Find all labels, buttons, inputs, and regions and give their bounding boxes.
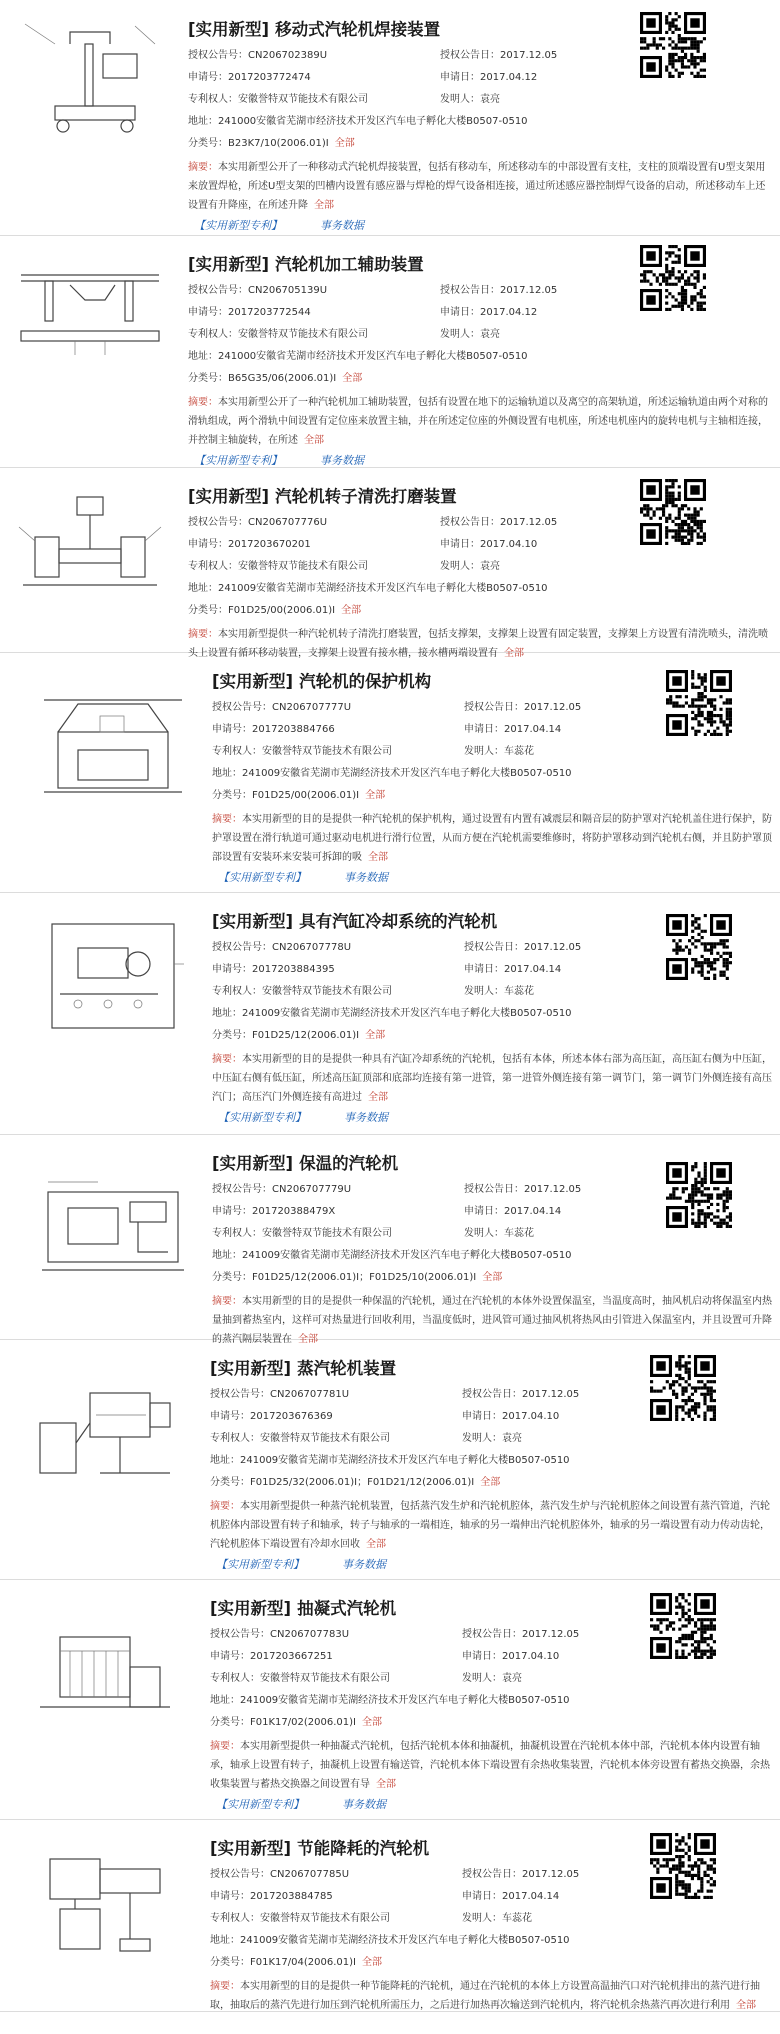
transaction-data-link[interactable]: 事务数据 bbox=[320, 454, 364, 467]
patent-entry bbox=[0, 892, 780, 1135]
utility-model-link[interactable]: 【实用新型专利】 bbox=[218, 871, 306, 884]
inventor-field: 发明人：袁亮 bbox=[440, 561, 500, 572]
qr-code-icon bbox=[650, 1833, 716, 1899]
pub-date-field: 授权公告日：2017.12.05 bbox=[464, 702, 582, 713]
app-no-field: 申请号：2017203772474 bbox=[188, 72, 311, 83]
pub-date-field: 授权公告日：2017.12.05 bbox=[440, 285, 558, 296]
patent-drawing-image[interactable] bbox=[38, 914, 188, 1039]
ipc-field: 分类号：F01D25/32(2006.01)I；F01D21/12(2006.01)I 全部 bbox=[210, 1477, 501, 1488]
address-field: 地址：241009安徽省芜湖市芜湖经济技术开发区汽车电子孵化大楼B0507-0510 bbox=[210, 1935, 570, 1946]
owner-field: 专利权人：安徽誉特双节能技术有限公司 bbox=[210, 1433, 390, 1444]
abstract-more-link[interactable]: 全部 bbox=[368, 852, 388, 863]
pub-no-field: 授权公告号：CN206707781U bbox=[210, 1389, 350, 1400]
show-all-link[interactable]: 全部 bbox=[342, 373, 363, 384]
address-field: 地址：241009安徽省芜湖市芜湖经济技术开发区汽车电子孵化大楼B0507-0510 bbox=[210, 1455, 570, 1466]
pub-date-field: 授权公告日：2017.12.05 bbox=[462, 1869, 580, 1880]
show-all-link[interactable]: 全部 bbox=[365, 790, 386, 801]
app-date-field: 申请日：2017.04.14 bbox=[464, 1206, 562, 1217]
abstract-text: 摘要：本实用新型的目的是提供一种具有汽缸冷却系统的汽轮机，包括有本体，所述本体右部为高压缸，高压缸右侧为中压缸，中压缸右侧有低压缸，所述高压缸顶部和底部均连接有第一进管，第一进管外侧连接有第一调节门，第一调节门外侧连接有高压汽门；高压汽门外侧连接有高进过 全部 bbox=[212, 1054, 772, 1103]
ipc-field: 分类号：F01D25/12(2006.01)I；F01D25/10(2006.01)I 全部 bbox=[212, 1272, 503, 1283]
patent-type-tag: [实用新型] bbox=[188, 487, 270, 506]
patent-type-tag: [实用新型] bbox=[188, 255, 270, 274]
address-field: 地址：241009安徽省芜湖市芜湖经济技术开发区汽车电子孵化大楼B0507-0510 bbox=[188, 583, 548, 594]
utility-model-link[interactable]: 【实用新型专利】 bbox=[216, 1798, 304, 1811]
app-date-field: 申请日：2017.04.12 bbox=[440, 307, 538, 318]
app-date-field: 申请日：2017.04.10 bbox=[440, 539, 538, 550]
abstract-more-link[interactable]: 全部 bbox=[298, 1334, 318, 1345]
app-date-field: 申请日：2017.04.14 bbox=[464, 724, 562, 735]
owner-field: 专利权人：安徽誉特双节能技术有限公司 bbox=[212, 1228, 392, 1239]
patent-drawing-image[interactable] bbox=[15, 477, 165, 602]
transaction-data-link[interactable]: 事务数据 bbox=[344, 871, 388, 884]
patent-drawing-image[interactable] bbox=[38, 680, 188, 805]
inventor-field: 发明人：袁亮 bbox=[462, 1433, 522, 1444]
inventor-field: 发明人：袁亮 bbox=[462, 1673, 522, 1684]
qr-code-icon bbox=[650, 1355, 716, 1421]
abstract-more-link[interactable]: 全部 bbox=[504, 648, 524, 659]
abstract-text: 摘要：本实用新型提供一种抽凝式汽轮机，包括汽轮机本体和抽凝机，抽凝机设置在汽轮机本体中部，汽轮机本体内设置有轴承，轴承上设置有转子，抽凝机上设置有输送管，汽轮机本体下端设置有余热收集装置，汽轮机本体旁设置有蓄热交换器，余热收集装置与蓄热交换器之间设置有导 全部 bbox=[210, 1741, 770, 1790]
patent-title-text[interactable]: 移动式汽轮机焊接装置 bbox=[275, 20, 441, 39]
show-all-link[interactable]: 全部 bbox=[361, 1957, 382, 1968]
app-no-field: 申请号：2017203667251 bbox=[210, 1651, 333, 1662]
abstract-more-link[interactable]: 全部 bbox=[314, 200, 334, 211]
patent-title-text[interactable]: 汽轮机转子清洗打磨装置 bbox=[275, 487, 457, 506]
patent-type-tag: [实用新型] bbox=[210, 1839, 292, 1858]
patent-type-tag: [实用新型] bbox=[188, 20, 270, 39]
inventor-field: 发明人：车蕊花 bbox=[464, 746, 534, 757]
qr-code-icon bbox=[640, 245, 706, 311]
patent-drawing-image[interactable] bbox=[30, 1839, 180, 1964]
ipc-field: 分类号：F01K17/04(2006.01)I 全部 bbox=[210, 1957, 382, 1968]
patent-type-tag: [实用新型] bbox=[212, 912, 294, 931]
app-date-field: 申请日：2017.04.12 bbox=[440, 72, 538, 83]
patent-entry bbox=[0, 1579, 780, 1820]
owner-field: 专利权人：安徽誉特双节能技术有限公司 bbox=[212, 986, 392, 997]
abstract-text: 摘要：本实用新型的目的是提供一种节能降耗的汽轮机，通过在汽轮机的本体上方设置高温抽汽口对汽轮机排出的蒸汽进行抽取，抽取后的蒸汽先进行加压到汽轮机所需压力，之后进行加热再次输送到汽轮机内，将汽轮机余热蒸汽再次进行利用 全部 bbox=[210, 1981, 760, 2011]
entry-links bbox=[194, 452, 364, 468]
patent-entry bbox=[0, 0, 780, 236]
abstract-more-link[interactable]: 全部 bbox=[368, 1092, 388, 1103]
pub-date-field: 授权公告日：2017.12.05 bbox=[464, 942, 582, 953]
utility-model-link[interactable]: 【实用新型专利】 bbox=[194, 219, 282, 232]
entry-links bbox=[216, 1796, 386, 1812]
patent-title-text[interactable]: 蒸汽轮机装置 bbox=[297, 1359, 397, 1378]
pub-date-field: 授权公告日：2017.12.05 bbox=[462, 1389, 580, 1400]
patent-title[interactable] bbox=[188, 483, 457, 507]
patent-title-text[interactable]: 抽凝式汽轮机 bbox=[297, 1599, 397, 1618]
owner-field: 专利权人：安徽誉特双节能技术有限公司 bbox=[210, 1673, 390, 1684]
entry-links bbox=[218, 1109, 388, 1125]
pub-no-field: 授权公告号：CN206705139U bbox=[188, 285, 328, 296]
patent-title-text[interactable]: 汽轮机的保护机构 bbox=[299, 672, 432, 691]
address-field: 地址：241009安徽省芜湖市芜湖经济技术开发区汽车电子孵化大楼B0507-0510 bbox=[212, 1250, 572, 1261]
inventor-field: 发明人：袁亮 bbox=[440, 329, 500, 340]
transaction-data-link[interactable]: 事务数据 bbox=[342, 1558, 386, 1571]
pub-date-field: 授权公告日：2017.12.05 bbox=[440, 517, 558, 528]
owner-field: 专利权人：安徽誉特双节能技术有限公司 bbox=[212, 746, 392, 757]
app-date-field: 申请日：2017.04.10 bbox=[462, 1651, 560, 1662]
inventor-field: 发明人：车蕊花 bbox=[464, 1228, 534, 1239]
transaction-data-link[interactable]: 事务数据 bbox=[344, 1111, 388, 1124]
qr-code-icon bbox=[640, 12, 706, 78]
qr-code-icon bbox=[640, 479, 706, 545]
app-no-field: 申请号：2017203884785 bbox=[210, 1891, 333, 1902]
inventor-field: 发明人：车蕊花 bbox=[464, 986, 534, 997]
pub-no-field: 授权公告号：CN206707783U bbox=[210, 1629, 350, 1640]
utility-model-link[interactable]: 【实用新型专利】 bbox=[194, 454, 282, 467]
app-date-field: 申请日：2017.04.14 bbox=[464, 964, 562, 975]
patent-title-text[interactable]: 节能降耗的汽轮机 bbox=[297, 1839, 430, 1858]
address-field: 地址：241000安徽省芜湖市经济技术开发区汽车电子孵化大楼B0507-0510 bbox=[188, 116, 528, 127]
patent-type-tag: [实用新型] bbox=[212, 1154, 294, 1173]
address-field: 地址：241000安徽省芜湖市经济技术开发区汽车电子孵化大楼B0507-0510 bbox=[188, 351, 528, 362]
app-no-field: 申请号：201720388479X bbox=[212, 1206, 336, 1217]
pub-no-field: 授权公告号：CN206707785U bbox=[210, 1869, 350, 1880]
patent-entry bbox=[0, 235, 780, 468]
patent-title[interactable] bbox=[188, 16, 440, 40]
ipc-field: 分类号：B65G35/06(2006.01)I 全部 bbox=[188, 373, 363, 384]
patent-title[interactable] bbox=[210, 1595, 396, 1619]
app-date-field: 申请日：2017.04.10 bbox=[462, 1411, 560, 1422]
patent-entry bbox=[0, 1819, 780, 2012]
owner-field: 专利权人：安徽誉特双节能技术有限公司 bbox=[188, 561, 368, 572]
show-all-link[interactable]: 全部 bbox=[361, 1717, 382, 1728]
patent-title-text[interactable]: 保温的汽轮机 bbox=[299, 1154, 399, 1173]
ipc-field: 分类号：F01D25/00(2006.01)I 全部 bbox=[212, 790, 386, 801]
show-all-link[interactable]: 全部 bbox=[341, 605, 362, 616]
address-field: 地址：241009安徽省芜湖市芜湖经济技术开发区汽车电子孵化大楼B0507-0510 bbox=[212, 768, 572, 779]
patent-title[interactable] bbox=[212, 1150, 398, 1174]
patent-title[interactable] bbox=[188, 251, 424, 275]
pub-no-field: 授权公告号：CN206707777U bbox=[212, 702, 352, 713]
owner-field: 专利权人：安徽誉特双节能技术有限公司 bbox=[188, 94, 368, 105]
entry-links bbox=[218, 869, 388, 885]
patent-drawing-image[interactable] bbox=[15, 14, 165, 139]
ipc-field: 分类号：B23K7/10(2006.01)I 全部 bbox=[188, 138, 355, 149]
pub-no-field: 授权公告号：CN206707779U bbox=[212, 1184, 352, 1195]
show-all-link[interactable]: 全部 bbox=[482, 1272, 503, 1283]
abstract-text: 摘要：本实用新型公开了一种汽轮机加工辅助装置，包括有设置在地下的运输轨道以及离空的高架轨道，所述运输轨道由两个对称的滑轨组成，两个滑轨中间设置有定位座来放置主轴，并在所述定位座的外侧设置有电机座，所述电机座内的旋转电机与主轴相连接，并控制主轴旋转，在所述 全部 bbox=[188, 397, 768, 446]
owner-field: 专利权人：安徽誉特双节能技术有限公司 bbox=[188, 329, 368, 340]
abstract-text: 摘要：本实用新型的目的是提供一种汽轮机的保护机构，通过设置有内置有减震层和隔音层的防护罩对汽轮机盖住进行保护，防护罩设置在滑行轨道可通过驱动电机进行滑行位置，从而方便在汽轮机需要维修时，将防护罩移动到汽轮机右侧，并且防护罩顶部设置有安装环来安装可拆卸的吸 全部 bbox=[212, 814, 772, 863]
app-date-field: 申请日：2017.04.14 bbox=[462, 1891, 560, 1902]
abstract-more-link[interactable]: 全部 bbox=[304, 435, 324, 446]
pub-no-field: 授权公告号：CN206707776U bbox=[188, 517, 328, 528]
patent-drawing-image[interactable] bbox=[30, 1607, 180, 1732]
pub-date-field: 授权公告日：2017.12.05 bbox=[464, 1184, 582, 1195]
inventor-field: 发明人：车蕊花 bbox=[462, 1913, 532, 1924]
patent-entry bbox=[0, 1339, 780, 1580]
qr-code-icon bbox=[666, 670, 732, 736]
abstract-text: 摘要：本实用新型公开了一种移动式汽轮机焊接装置，包括有移动车，所述移动车的中部设置有支柱，支柱的顶端设置有U型支架用来放置焊枪，所述U型支架的凹槽内设置有感应器与焊枪的焊气设备相连接，通过所述感应器控制焊气设备的启动，所述移动车上还设置有升降座，在所述升降 全部 bbox=[188, 162, 766, 211]
qr-code-icon bbox=[650, 1593, 716, 1659]
patent-title[interactable] bbox=[210, 1835, 429, 1859]
app-no-field: 申请号：2017203884766 bbox=[212, 724, 335, 735]
ipc-field: 分类号：F01D25/00(2006.01)I 全部 bbox=[188, 605, 362, 616]
pub-no-field: 授权公告号：CN206702389U bbox=[188, 50, 328, 61]
transaction-data-link[interactable]: 事务数据 bbox=[342, 1798, 386, 1811]
patent-drawing-image[interactable] bbox=[30, 1363, 180, 1488]
patent-title[interactable] bbox=[210, 1355, 396, 1379]
patent-entry bbox=[0, 1134, 780, 1345]
patent-title-text[interactable]: 具有汽缸冷却系统的汽轮机 bbox=[299, 912, 498, 931]
owner-field: 专利权人：安徽誉特双节能技术有限公司 bbox=[210, 1913, 390, 1924]
utility-model-link[interactable]: 【实用新型专利】 bbox=[218, 1111, 306, 1124]
inventor-field: 发明人：袁亮 bbox=[440, 94, 500, 105]
patent-type-tag: [实用新型] bbox=[210, 1359, 292, 1378]
entry-links bbox=[194, 217, 364, 233]
address-field: 地址：241009安徽省芜湖市芜湖经济技术开发区汽车电子孵化大楼B0507-0510 bbox=[210, 1695, 570, 1706]
app-no-field: 申请号：2017203772544 bbox=[188, 307, 311, 318]
patent-entry bbox=[0, 652, 780, 893]
transaction-data-link[interactable]: 事务数据 bbox=[320, 219, 364, 232]
patent-drawing-image[interactable] bbox=[38, 1162, 188, 1287]
patent-title-text[interactable]: 汽轮机加工辅助装置 bbox=[275, 255, 424, 274]
patent-title[interactable] bbox=[212, 908, 497, 932]
patent-type-tag: [实用新型] bbox=[210, 1599, 292, 1618]
abstract-text: 摘要：本实用新型提供一种蒸汽轮机装置，包括蒸汽发生炉和汽轮机腔体，蒸汽发生炉与汽轮机腔体之间设置有蒸汽管道，汽轮机腔体内部设置有转子和轴承，转子与轴承的一端相连，轴承的另一端伸出汽轮机腔体外，轴承的另一端设置有动力传动齿轮，汽轮机腔体下端设置有冷却水回收 全部 bbox=[210, 1501, 770, 1550]
abstract-text: 摘要：本实用新型提供一种汽轮机转子清洗打磨装置，包括支撑架，支撑架上设置有固定装置，支撑架上方设置有清洗喷头，清洗喷头上设置有循环移动装置，支撑架上设置有接水槽，接水槽两端设置有 全部 bbox=[188, 629, 768, 659]
show-all-link[interactable]: 全部 bbox=[365, 1030, 386, 1041]
ipc-field: 分类号：F01K17/02(2006.01)I 全部 bbox=[210, 1717, 382, 1728]
abstract-more-link[interactable]: 全部 bbox=[376, 1779, 396, 1790]
address-field: 地址：241009安徽省芜湖市芜湖经济技术开发区汽车电子孵化大楼B0507-0510 bbox=[212, 1008, 572, 1019]
app-no-field: 申请号：2017203676369 bbox=[210, 1411, 333, 1422]
qr-code-icon bbox=[666, 1162, 732, 1228]
ipc-field: 分类号：F01D25/12(2006.01)I 全部 bbox=[212, 1030, 386, 1041]
show-all-link[interactable]: 全部 bbox=[480, 1477, 501, 1488]
patent-drawing-image[interactable] bbox=[15, 245, 165, 370]
patent-title[interactable] bbox=[212, 668, 431, 692]
show-all-link[interactable]: 全部 bbox=[334, 138, 355, 149]
abstract-more-link[interactable]: 全部 bbox=[736, 2000, 756, 2011]
pub-date-field: 授权公告日：2017.12.05 bbox=[440, 50, 558, 61]
patent-entry bbox=[0, 467, 780, 659]
qr-code-icon bbox=[666, 914, 732, 980]
abstract-text: 摘要：本实用新型的目的是提供一种保温的汽轮机，通过在汽轮机的本体外设置保温室，当温度高时，抽风机启动将保温室内热量抽到蓄热室内，这样可对热量进行回收利用，当温度低时，进风管可通过抽风机将热风由引管进入保温室内，并且设置可升降的蒸汽隔层装置在 全部 bbox=[212, 1296, 772, 1345]
patent-type-tag: [实用新型] bbox=[212, 672, 294, 691]
app-no-field: 申请号：2017203670201 bbox=[188, 539, 311, 550]
pub-date-field: 授权公告日：2017.12.05 bbox=[462, 1629, 580, 1640]
entry-links bbox=[216, 1556, 386, 1572]
pub-no-field: 授权公告号：CN206707778U bbox=[212, 942, 352, 953]
app-no-field: 申请号：2017203884395 bbox=[212, 964, 335, 975]
utility-model-link[interactable]: 【实用新型专利】 bbox=[216, 1558, 304, 1571]
abstract-more-link[interactable]: 全部 bbox=[366, 1539, 386, 1550]
